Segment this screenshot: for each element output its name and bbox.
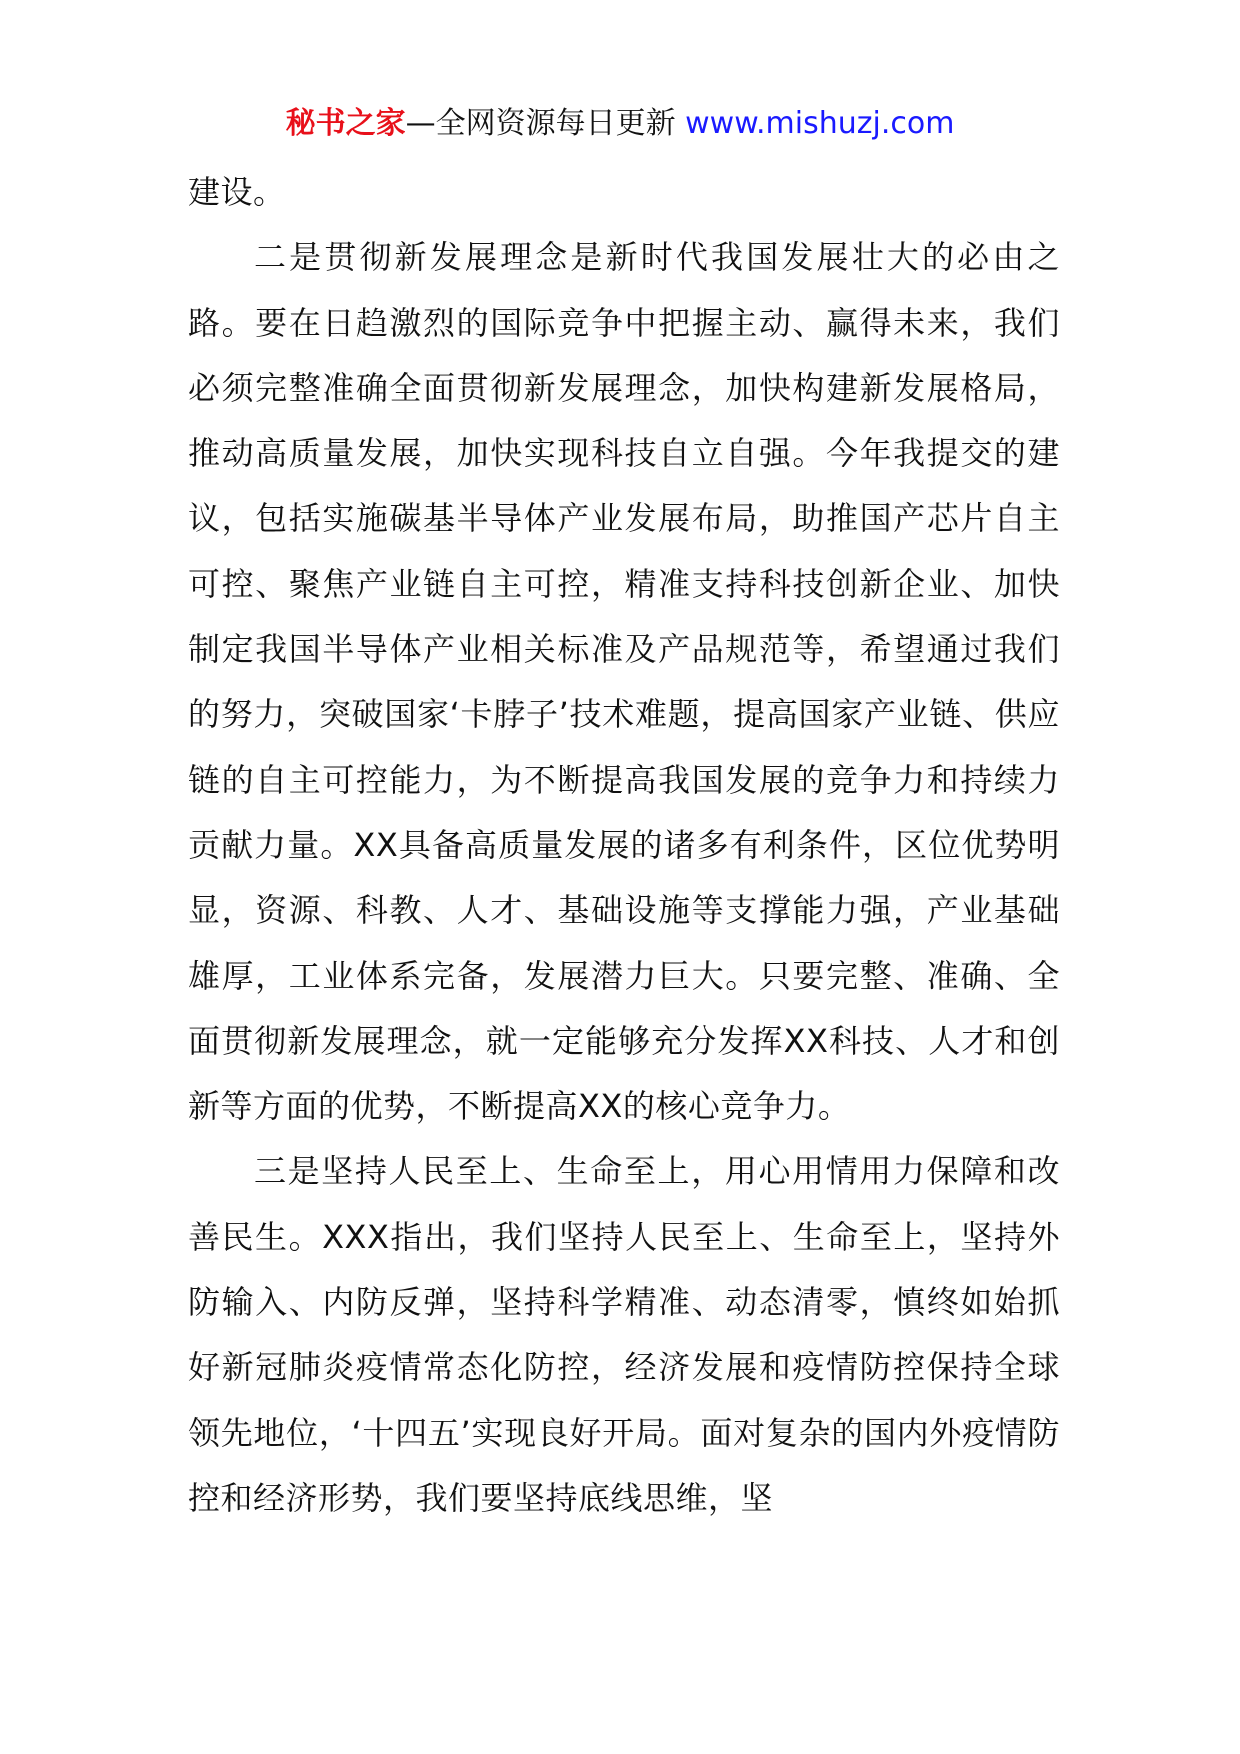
paragraph-point-three: 三是坚持人民至上、生命至上，用心用情用力保障和改善民生。XXX指出，我们坚持人民至上、生命至上，坚持外防输入、内防反弹，坚持科学精准、动态清零，慎终如始抓好新冠肺炎疫情常态化防控，经济发展和疫情防控保持全球领先地位，‘十四五’实现良好开局。面对复杂的国内外疫情防控和经济形势，我们要坚持底线思维，坚 (188, 1152, 1060, 1517)
paragraph-continuation: 建设。 (188, 173, 286, 211)
header-brand: 秘书之家 (285, 106, 406, 141)
header-slogan: —全网资源每日更新 (405, 106, 686, 141)
paragraph-point-two: 二是贯彻新发展理念是新时代我国发展壮大的必由之路。要在日趋激烈的国际竞争中把握主动、赢得未来，我们必须完整准确全面贯彻新发展理念，加快构建新发展格局，推动高质量发展，加快实现科技自立自强。今年我提交的建议，包括实施碳基半导体产业发展布局，助推国产芯片自主可控、聚焦产业链自主可控，精准支持科技创新企业、加快制定我国半导体产业相关标准及产品规范等，希望通过我们的努力，突破国家‘卡脖子’技术难题，提高国家产业链、供应链的自主可控能力，为不断提高我国发展的竞争力和持续力贡献力量。XX具备高质量发展的诸多有利条件，区位优势明显，资源、科教、人才、基础设施等支撑能力强，产业基础雄厚，工业体系完备，发展潜力巨大。只要完整、准确、全面贯彻新发展理念，就一定能够充分发挥XX科技、人才和创新等方面的优势，不断提高XX的核心竞争力。 (188, 238, 1060, 1126)
document-body (188, 160, 1060, 1531)
header-url-link[interactable]: www.mishuzj.com (685, 106, 955, 141)
page-header (0, 100, 1240, 148)
